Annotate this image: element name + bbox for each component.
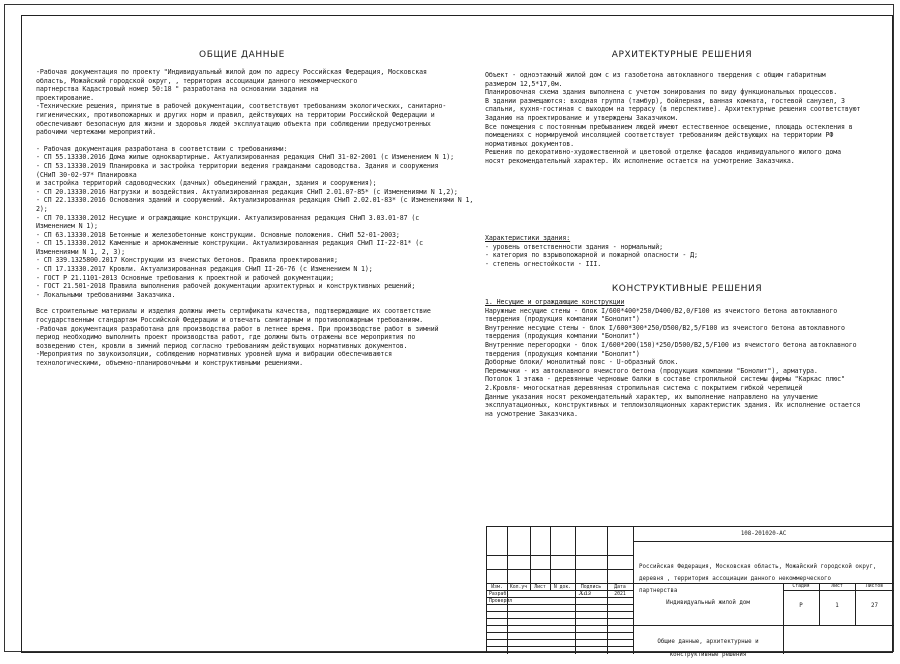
- text-line: -Технические решения, принятые в рабочей документации, соответствуют требованиям экологических, санитарно-: [36, 102, 447, 111]
- text-line: Изменением N 1);: [36, 222, 98, 231]
- text-line: на усмотрение Заказчика.: [485, 409, 578, 418]
- text-line: Данные указания носят рекомендательный характер, их выполнение направлено на улучшение: [485, 392, 818, 401]
- sheets-value: 27: [871, 603, 878, 609]
- text-line: [36, 299, 476, 307]
- drawing-sheet: [4, 4, 894, 658]
- text-line: - СП 339.1325800.2017 Конструкции из ячеистых бетонов. Правила проектирования;: [36, 256, 338, 265]
- text-line: технологическими, объемно-планировочными и конструктивными решениями.: [36, 359, 304, 367]
- text-line: твердения (продукция компании "Бонолит"): [485, 315, 640, 324]
- text-line: - Локальными требованиями Заказчика.: [36, 290, 176, 299]
- text-line: - СП 70.13330.2012 Несущие и ограждающие конструкции. Актуализированная редакция СНиП 3.03.01-87 (с: [36, 213, 420, 222]
- object-title: Индивидуальный жилой дом: [666, 600, 750, 606]
- text-line: Решения по декоративно-художественной и цветовой отделке фасадов индивидуального жилого дома: [485, 148, 842, 157]
- text-line: Заданию на проектирование и утверждены Заказчиком.: [485, 113, 679, 122]
- text-line: эксплуатационных, конструктивных и теплоизоляционных характеристик здания. Их исполнение остается: [485, 401, 861, 410]
- text-line: государственным стандартам Российской Федерации и отвечать санитарным и противопожарным требованиям.: [36, 316, 423, 325]
- text-line: помещениях с нормируемой инсоляцией соответствует требованиям действующих на территории РФ: [485, 131, 834, 140]
- constructive-text: [485, 298, 890, 418]
- text-line: Перемычки - из автоклавного ячеистого бетона (продукция компании "Бонолит"), арматура.: [485, 366, 818, 375]
- text-line: В здании размещаются: входная группа (тамбур), бойлерная, ванная комната, гостевой санузел, 3: [485, 96, 845, 105]
- text-line: -Мероприятия по звукоизоляции, соблюдению нормативных уровней шума и вибрации обеспечиваются: [36, 350, 393, 359]
- characteristics-title: Характеристики здания:: [485, 234, 571, 242]
- general-data-heading: ОБЩИЕ ДАННЫЕ: [199, 50, 285, 60]
- text-line: Доборные блоки/ монолитный пояс - U-образный блок.: [485, 358, 679, 367]
- sheet-label: Лист: [831, 584, 843, 589]
- architectural-text: [485, 71, 885, 166]
- sheet-value: 1: [835, 603, 839, 609]
- text-line: период необходимо выполнить проект производства работ, где должны быть отражены все мероприятия по: [36, 333, 416, 342]
- text-line: - СП 15.13330.2012 Каменные и армокаменные конструкции. Актуализированная редакция СНиП II-22-81* (с: [36, 239, 423, 248]
- stage-label: Стадия: [792, 584, 810, 589]
- text-line: - ГОСТ Р 21.1101-2013 Основные требования к проектной и рабочей документации;: [36, 273, 334, 282]
- text-line: твердения (продукция компании "Бонолит"): [485, 349, 640, 358]
- project-address: [639, 558, 891, 600]
- text-line: размером 12,5*17,0м.: [485, 79, 563, 88]
- developer-role: Разраб.: [489, 592, 510, 597]
- general-data-text: [36, 68, 476, 368]
- text-line: Все строительные материалы и изделия должны иметь сертификаты качества, подтверждающие их соответствие: [36, 307, 431, 316]
- text-line: спальни, кухня-гостиная с выходом на террасу (в перспективе). Архитектурные решения соответствуют: [485, 105, 861, 114]
- text-line: - СП 63.13330.2018 Бетонные и железобетонные конструкции. Основные положения. СНиП 52-01-2003;: [36, 230, 400, 239]
- text-line: нормативных документов.: [485, 139, 575, 148]
- text-line: проектирование.: [36, 93, 95, 102]
- col-header-count: Кол.уч: [509, 585, 528, 590]
- text-line: -Рабочая документация разработана для производства работ в летнее время. При производстве работ в зимний: [36, 324, 439, 333]
- text-line: возведению стен, кровли в зимний период согласно требованиям действующих нормативных документов.: [36, 341, 408, 350]
- text-line: твердения (продукция компании "Бонолит"): [485, 332, 640, 341]
- document-code: 108-201020-АС: [740, 531, 787, 537]
- text-line: (СНиП 30-02-97* Планировка: [36, 170, 137, 179]
- address-line: Российская Федерация, Московская область, Можайский городской округ,: [639, 563, 877, 570]
- text-line: Объект - одноэтажный жилой дом с из газобетона автоклавного твердения с общим габаритным: [485, 71, 826, 79]
- stage-value: Р: [799, 603, 803, 609]
- signature: Хаз: [579, 589, 592, 597]
- drawing-frame: [21, 15, 893, 658]
- text-line: Внутренние перегородки - блок I/600*200(150)*250/D500/B2,5/F100 из ячеистого бетона автоклавного: [485, 340, 857, 349]
- text-line: - СП 17.13330.2017 Кровли. Актуализированная редакция СНиП II-26-76 (с Изменением N 1);: [36, 265, 373, 274]
- text-line: 2);: [36, 204, 48, 213]
- text-line: и застройка территорий садоводческих (дачных) объединений граждан, здания и сооружения);: [36, 179, 377, 188]
- sheets-label: Листов: [865, 584, 884, 589]
- text-line: -Рабочая документация по проекту "Индивидуальный жилой дом по адресу Российская Федерация, Московская: [36, 68, 427, 76]
- text-line: Потолок 1 этажа - деревянные черновые балки в составе стропильной системы фирмы "Каркас плюс": [485, 375, 845, 384]
- text-line: Все помещения с постоянным пребыванием людей имеют естественное освещение, площадь остекления в: [485, 122, 853, 131]
- characteristic-item: - категория по взрывопожарной и пожарной опасности - Д;: [485, 251, 698, 260]
- text-line: Планировочная схема здания выполнена с учетом зонирования по виду функциональных процессов.: [485, 88, 838, 97]
- checker-role: Проверил: [489, 599, 513, 604]
- constructive-heading: КОНСТРУКТИВНЫЕ РЕШЕНИЯ: [611, 284, 763, 294]
- text-line: - СП 20.13330.2016 Нагрузки и воздействия. Актуализированная редакция СНиП 2.01.07-85* (с Изменениями N 1,2);: [36, 187, 458, 196]
- subtitle-line: конструктивные решения: [669, 651, 747, 658]
- text-line: носят рекомендательный характер. Их исполнение остается на усмотрение Заказчика.: [485, 156, 795, 165]
- text-line: - СП 53.13330.2019 Планировка и застройка территории ведения гражданами садоводства. Здания и сооружения: [36, 161, 439, 170]
- address-line: деревня , территория ассоциации данного некоммерческого: [639, 576, 831, 582]
- text-line: область, Можайский городской округ, , территория ассоциации данного некоммерческого: [36, 76, 358, 85]
- col-header-change: Изм.: [491, 585, 503, 590]
- characteristic-item: - уровень ответственности здания - нормальный;: [485, 242, 664, 251]
- constructive-subheading: 1. Несущие и ограждающие конструкции: [485, 298, 625, 306]
- characteristic-item: - степень огнестойкости - III.: [485, 259, 602, 268]
- text-line: обеспечивают безопасную для жизни и здоровья людей эксплуатацию объекта при соблюдении предусмотренных: [36, 119, 431, 128]
- address-line: партнерства: [639, 588, 678, 595]
- text-line: рабочими чертежами мероприятий.: [36, 128, 156, 137]
- text-line: - СП 55.13330.2016 Дома жилые одноквартирные. Актуализированная редакция СНиП 31-02-2001 (с Изменением N 1);: [36, 153, 454, 162]
- sheet-subtitle: [633, 633, 783, 664]
- text-line: - Рабочая документация разработана в соответствии с требованиями:: [36, 144, 288, 153]
- text-line: 2.Кровля- многоскатная деревянная стропильная система с покрытием гибкой черепицей: [485, 383, 803, 392]
- subtitle-line: Общие данные, архитектурные и: [657, 638, 759, 645]
- text-line: [36, 137, 476, 145]
- sign-date: 2021: [614, 592, 626, 597]
- col-header-sheet: Лист: [534, 585, 546, 590]
- text-line: партнерства Кадастровый номер 50:18 " разработана на основании задания на: [36, 85, 319, 94]
- text-line: Изменениями N 1, 2, 3);: [36, 247, 126, 256]
- characteristics-block: [485, 234, 885, 268]
- text-line: Внутренние несущие стены - блок I/600*300*250/D500/B2,5/F100 из ячеистого бетона автоклавного: [485, 323, 845, 332]
- text-line: гигиенических, противопожарных и других норм и правил, действующих на территории Российской Федерации и: [36, 110, 435, 119]
- col-header-date: Дата: [614, 585, 626, 590]
- title-block: [486, 526, 893, 658]
- col-header-docnum: N док.: [553, 585, 572, 590]
- col-header-signature: Подпись: [580, 585, 602, 590]
- text-line: - СП 22.13330.2016 Основания зданий и сооружений. Актуализированная редакция СНиП 2.02.01-83* (с Изменениями N 1,: [36, 196, 474, 205]
- text-line: - ГОСТ 21.501-2018 Правила выполнения рабочей документации архитектурных и конструктивных решений;: [36, 282, 416, 291]
- architectural-heading: АРХИТЕКТУРНЫЕ РЕШЕНИЯ: [611, 50, 753, 60]
- text-line: Наружные несущие стены - блок I/600*400*250/D400/B2,0/F100 из ячеистого бетона автоклавного: [485, 306, 838, 315]
